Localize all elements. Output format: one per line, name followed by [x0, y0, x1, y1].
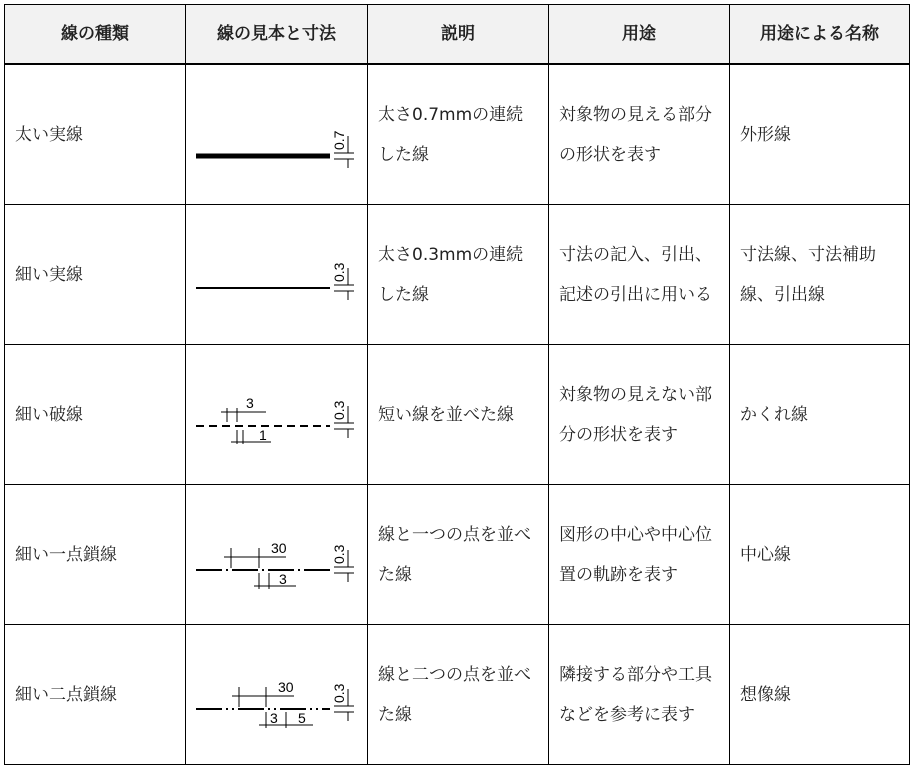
line-sample-drawing: [186, 485, 367, 624]
line-sample: [186, 64, 368, 205]
dimension-label: 1: [259, 427, 267, 443]
line-sample: [186, 345, 368, 485]
header-name: 用途による名称: [730, 5, 910, 65]
table-row: [5, 625, 910, 765]
line-name: 想像線: [730, 625, 910, 765]
table-row: [5, 64, 910, 205]
dimension-label: 3: [270, 710, 278, 726]
line-type: 細い二点鎖線: [5, 625, 186, 765]
line-sample-drawing: [186, 345, 367, 484]
line-name: かくれ線: [730, 345, 910, 485]
table-row: [5, 205, 910, 345]
dimension-label: 3: [279, 571, 287, 587]
line-use: 寸法の記入、引出、記述の引出に用いる: [549, 205, 730, 345]
line-name: 中心線: [730, 485, 910, 625]
line-use: 対象物の見える部分の形状を表す: [549, 64, 730, 205]
table-row: [5, 485, 910, 625]
header-sample: 線の見本と寸法: [186, 5, 368, 65]
line-description: 線と一つの点を並べた線: [368, 485, 549, 625]
line-sample: [186, 625, 368, 765]
dimension-label: 30: [271, 540, 287, 556]
line-sample: [186, 205, 368, 345]
line-sample: [186, 485, 368, 625]
line-name: 寸法線、寸法補助線、引出線: [730, 205, 910, 345]
line-type: 細い実線: [5, 205, 186, 345]
header-description: 説明: [368, 5, 549, 65]
thickness-label: 0.3: [331, 544, 347, 564]
line-use: 隣接する部分や工具などを参考に表す: [549, 625, 730, 765]
line-description: 太さ0.7mmの連続した線: [368, 64, 549, 205]
dimension-label: 3: [246, 395, 254, 411]
line-use: 対象物の見えない部分の形状を表す: [549, 345, 730, 485]
line-type: 太い実線: [5, 64, 186, 205]
line-description: 線と二つの点を並べた線: [368, 625, 549, 765]
line-sample-drawing: [186, 625, 367, 764]
line-types-table: [4, 4, 910, 765]
line-sample-drawing: [186, 205, 367, 344]
thickness-label: 0.3: [331, 400, 347, 420]
header-use: 用途: [549, 5, 730, 65]
dimension-label: 30: [278, 679, 294, 695]
thickness-label: 0.3: [331, 683, 347, 703]
thickness-label: 0.3: [331, 262, 347, 282]
line-description: 太さ0.3mmの連続した線: [368, 205, 549, 345]
line-description: 短い線を並べた線: [368, 345, 549, 485]
header-type: 線の種類: [5, 5, 186, 65]
line-type: 細い一点鎖線: [5, 485, 186, 625]
thickness-label: 0.7: [331, 130, 347, 150]
table-row: [5, 345, 910, 485]
line-use: 図形の中心や中心位置の軌跡を表す: [549, 485, 730, 625]
line-type: 細い破線: [5, 345, 186, 485]
line-sample-drawing: [186, 65, 367, 204]
line-name: 外形線: [730, 64, 910, 205]
dimension-label: 5: [298, 710, 306, 726]
header-row: [5, 5, 910, 65]
